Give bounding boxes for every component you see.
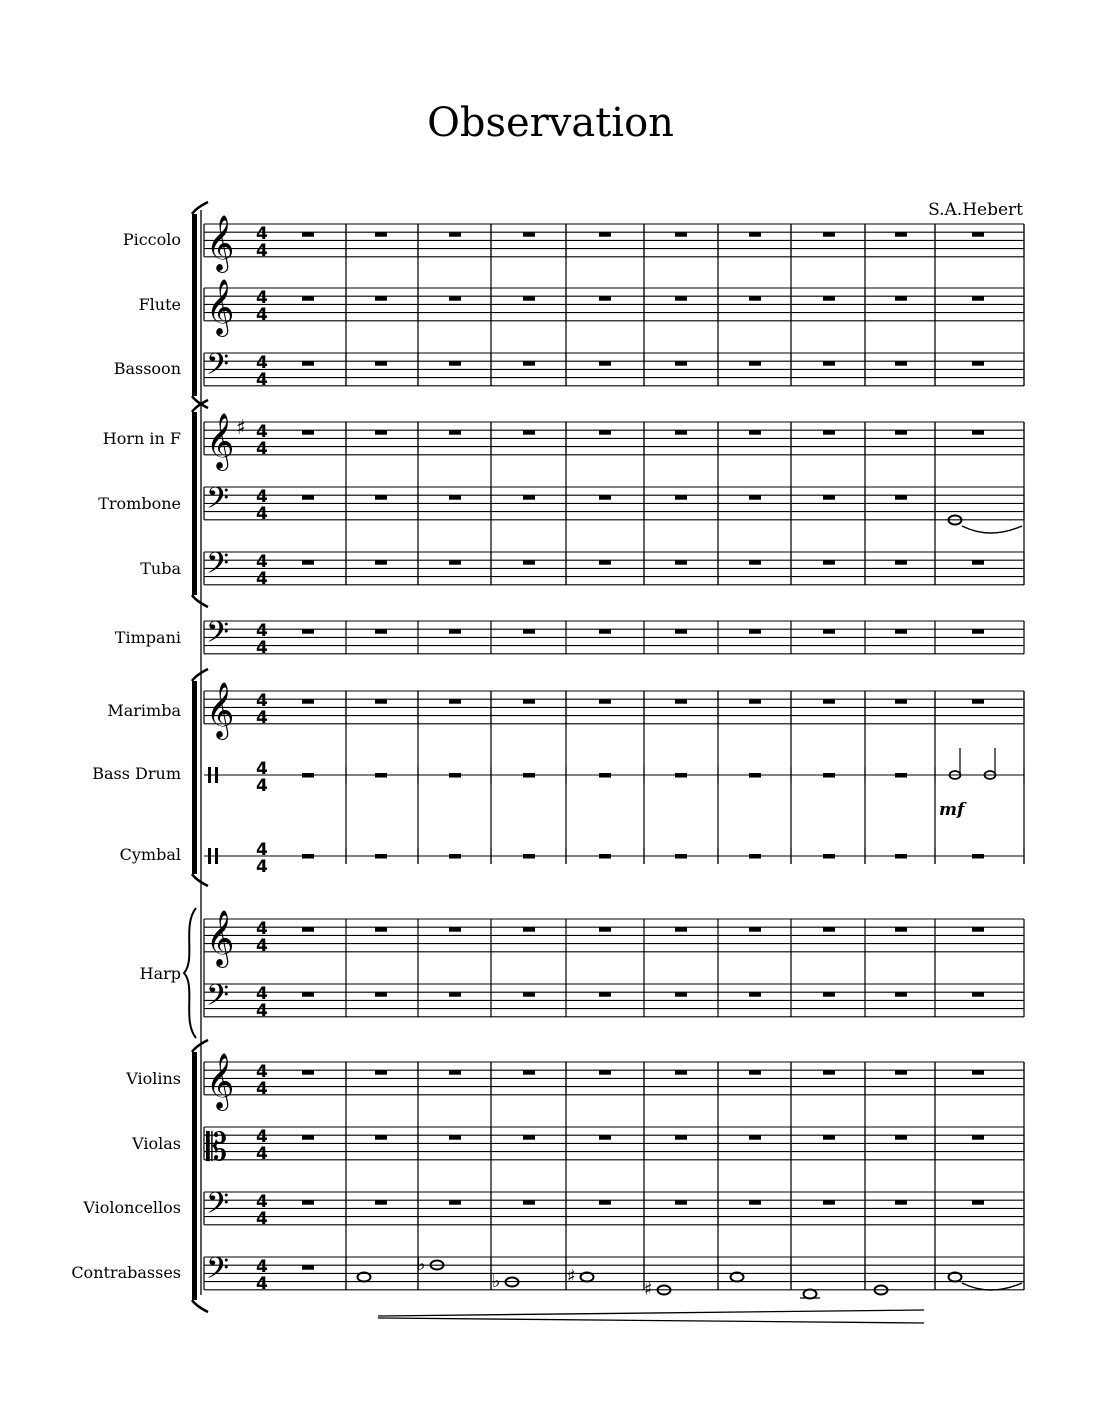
trombone-rest <box>749 495 761 500</box>
violins-treble-clef: 𝄞 <box>206 1053 235 1109</box>
bass-drum-rest <box>749 773 761 778</box>
harp-rest <box>823 992 835 997</box>
tuba-rest <box>523 560 535 565</box>
timpani-rest <box>449 629 461 634</box>
horn-in-f-rest <box>449 430 461 435</box>
label-trombone: Trombone <box>98 494 181 513</box>
bassoon-time-sig-bottom: 4 <box>256 370 268 390</box>
tuba-rest <box>972 560 984 565</box>
bassoon-rest <box>523 361 535 366</box>
piccolo-rest <box>375 232 387 237</box>
harp-rest <box>972 927 984 932</box>
harp-brace <box>184 908 196 1038</box>
violoncellos-rest <box>599 1200 611 1205</box>
bass-drum-perc-clef <box>208 767 211 783</box>
violas-alto-clef: 𝄡 <box>206 1125 228 1169</box>
horn-in-f-rest <box>823 430 835 435</box>
horn-in-f-time-sig-bottom: 4 <box>256 439 268 459</box>
piccolo-rest <box>523 232 535 237</box>
violas-rest <box>675 1135 687 1140</box>
flute-rest <box>523 296 535 301</box>
contrabass-accidental: ♯ <box>644 1279 653 1300</box>
harp-time-sig-bottom: 4 <box>256 1001 268 1021</box>
bassoon-rest <box>302 361 314 366</box>
violoncellos-rest <box>302 1200 314 1205</box>
trombone-rest <box>375 495 387 500</box>
bass-drum-rest <box>302 773 314 778</box>
timpani-rest <box>523 629 535 634</box>
composer-name: S.A.Hebert <box>928 200 1023 220</box>
harp-time-sig-bottom: 4 <box>256 936 268 956</box>
bassoon-rest <box>449 361 461 366</box>
violas-rest <box>302 1135 314 1140</box>
harp-rest <box>302 992 314 997</box>
flute-rest <box>302 296 314 301</box>
horn-in-f-rest <box>895 430 907 435</box>
flute-rest <box>375 296 387 301</box>
piccolo-time-sig-top: 4 <box>256 224 268 244</box>
label-cymbal: Cymbal <box>119 845 181 864</box>
harp-rest <box>375 992 387 997</box>
tuba-rest <box>749 560 761 565</box>
woodwinds-bracket-top <box>192 202 208 214</box>
violins-time-sig-bottom: 4 <box>256 1079 268 1099</box>
marimba-rest <box>375 699 387 704</box>
violins-rest <box>675 1070 687 1075</box>
cymbal-rest <box>972 854 984 859</box>
timpani-rest <box>749 629 761 634</box>
horn-in-f-time-sig-top: 4 <box>256 422 268 442</box>
contrabasses-time-sig-top: 4 <box>256 1257 268 1277</box>
violoncellos-rest <box>895 1200 907 1205</box>
harp-rest <box>523 992 535 997</box>
bass-drum-rest <box>675 773 687 778</box>
marimba-rest <box>302 699 314 704</box>
violins-rest <box>523 1070 535 1075</box>
violins-rest <box>302 1070 314 1075</box>
piccolo-treble-clef: 𝄞 <box>206 215 235 271</box>
harp-rest <box>675 927 687 932</box>
violas-rest <box>449 1135 461 1140</box>
brass-bracket-bottom <box>192 595 208 607</box>
bass-drum-dynamic: mf <box>939 800 965 820</box>
flute-time-sig-bottom: 4 <box>256 305 268 325</box>
harp-rest <box>449 992 461 997</box>
tuba-rest <box>449 560 461 565</box>
harp-rest <box>972 992 984 997</box>
flute-rest <box>972 296 984 301</box>
harp-rest <box>823 927 835 932</box>
marimba-rest <box>749 699 761 704</box>
contrabass-accidental: ♯ <box>567 1266 576 1287</box>
violas-rest <box>972 1135 984 1140</box>
violoncellos-rest <box>823 1200 835 1205</box>
violins-time-sig-top: 4 <box>256 1062 268 1082</box>
horn-in-f-rest <box>599 430 611 435</box>
trombone-tie <box>962 526 1022 533</box>
bass-drum-rest <box>895 773 907 778</box>
harp-treble-clef: 𝄞 <box>206 910 235 966</box>
violoncellos-rest <box>375 1200 387 1205</box>
bass-drum-rest <box>449 773 461 778</box>
harp-bass-clef: 𝄢 <box>206 979 230 1020</box>
bassoon-rest <box>375 361 387 366</box>
trombone-rest <box>302 495 314 500</box>
horn-in-f-rest <box>375 430 387 435</box>
marimba-rest <box>599 699 611 704</box>
timpani-rest <box>895 629 907 634</box>
flute-rest <box>895 296 907 301</box>
label-piccolo: Piccolo <box>122 230 181 249</box>
flute-treble-clef: 𝄞 <box>206 279 235 335</box>
label-marimba: Marimba <box>107 701 181 720</box>
label-harp: Harp <box>139 964 181 983</box>
cymbal-rest <box>375 854 387 859</box>
timpani-time-sig-bottom: 4 <box>256 638 268 658</box>
marimba-time-sig-bottom: 4 <box>256 708 268 728</box>
marimba-rest <box>449 699 461 704</box>
piccolo-rest <box>895 232 907 237</box>
violas-rest <box>895 1135 907 1140</box>
strings-bracket <box>192 1052 197 1300</box>
horn-in-f-key-sharp: ♯ <box>236 415 246 439</box>
bassoon-rest <box>675 361 687 366</box>
horn-in-f-rest <box>523 430 535 435</box>
timpani-rest <box>823 629 835 634</box>
violins-rest <box>823 1070 835 1075</box>
horn-in-f-treble-clef: 𝄞 <box>206 413 235 469</box>
tuba-rest <box>895 560 907 565</box>
label-tuba: Tuba <box>140 559 181 578</box>
percussion-bracket-bottom <box>192 874 208 886</box>
bass-drum-rest <box>375 773 387 778</box>
piccolo-rest <box>972 232 984 237</box>
bass-drum-rest <box>823 773 835 778</box>
label-flute: Flute <box>138 295 181 314</box>
label-timpani: Timpani <box>114 628 181 647</box>
timpani-rest <box>972 629 984 634</box>
timpani-time-sig-top: 4 <box>256 621 268 641</box>
cymbal-perc-clef <box>208 848 211 864</box>
violas-time-sig-bottom: 4 <box>256 1144 268 1164</box>
trombone-rest <box>895 495 907 500</box>
violins-rest <box>972 1070 984 1075</box>
timpani-rest <box>302 629 314 634</box>
violoncellos-rest <box>675 1200 687 1205</box>
marimba-rest <box>675 699 687 704</box>
marimba-time-sig-top: 4 <box>256 691 268 711</box>
label-contrabasses: Contrabasses <box>71 1263 181 1282</box>
piccolo-rest <box>302 232 314 237</box>
tuba-rest <box>302 560 314 565</box>
marimba-rest <box>823 699 835 704</box>
harp-rest <box>749 992 761 997</box>
trombone-rest <box>675 495 687 500</box>
piccolo-rest <box>749 232 761 237</box>
tuba-time-sig-bottom: 4 <box>256 569 268 589</box>
cymbal-rest <box>823 854 835 859</box>
label-horn-in-f: Horn in F <box>102 429 181 448</box>
bassoon-rest <box>599 361 611 366</box>
contrabass-tie <box>962 1283 1022 1290</box>
cymbal-rest <box>302 854 314 859</box>
horn-in-f-rest <box>675 430 687 435</box>
flute-rest <box>675 296 687 301</box>
cymbal-rest <box>449 854 461 859</box>
harp-rest <box>749 927 761 932</box>
contrabasses-rest <box>302 1265 314 1270</box>
violins-rest <box>449 1070 461 1075</box>
violoncellos-rest <box>749 1200 761 1205</box>
crescendo-hairpin-lower <box>378 1318 924 1323</box>
contrabasses-bass-clef: 𝄢 <box>206 1252 230 1293</box>
strings-bracket-top <box>192 1040 208 1052</box>
contrabasses-time-sig-bottom: 4 <box>256 1274 268 1294</box>
harp-time-sig-top: 4 <box>256 984 268 1004</box>
tuba-bass-clef: 𝄢 <box>206 547 230 588</box>
flute-rest <box>599 296 611 301</box>
bass-drum-perc-clef <box>215 767 218 783</box>
marimba-treble-clef: 𝄞 <box>206 682 235 738</box>
tuba-rest <box>675 560 687 565</box>
label-violas: Violas <box>132 1134 181 1153</box>
trombone-time-sig-bottom: 4 <box>256 504 268 524</box>
label-violoncellos: Violoncellos <box>83 1198 181 1217</box>
harp-rest <box>895 927 907 932</box>
bassoon-bass-clef: 𝄢 <box>206 348 230 389</box>
cymbal-perc-clef <box>215 848 218 864</box>
bass-drum-rest <box>599 773 611 778</box>
cymbal-rest <box>599 854 611 859</box>
violoncellos-rest <box>523 1200 535 1205</box>
bass-drum-rest <box>523 773 535 778</box>
flute-rest <box>449 296 461 301</box>
violoncellos-rest <box>449 1200 461 1205</box>
flute-rest <box>749 296 761 301</box>
violins-rest <box>895 1070 907 1075</box>
horn-in-f-rest <box>302 430 314 435</box>
flute-rest <box>823 296 835 301</box>
bassoon-rest <box>972 361 984 366</box>
marimba-rest <box>523 699 535 704</box>
violas-time-sig-top: 4 <box>256 1127 268 1147</box>
timpani-rest <box>375 629 387 634</box>
cymbal-rest <box>749 854 761 859</box>
bassoon-rest <box>895 361 907 366</box>
violas-rest <box>749 1135 761 1140</box>
page-title: Observation <box>427 100 674 146</box>
woodwinds-bracket <box>192 214 197 396</box>
harp-rest <box>523 927 535 932</box>
trombone-rest <box>523 495 535 500</box>
cymbal-time-sig-top: 4 <box>256 840 268 860</box>
harp-rest <box>895 992 907 997</box>
piccolo-time-sig-bottom: 4 <box>256 241 268 261</box>
cymbal-rest <box>895 854 907 859</box>
bass-drum-time-sig-bottom: 4 <box>256 776 268 796</box>
horn-in-f-rest <box>972 430 984 435</box>
violas-rest <box>599 1135 611 1140</box>
contrabass-accidental: ♭ <box>492 1271 501 1292</box>
violoncellos-time-sig-top: 4 <box>256 1192 268 1212</box>
bassoon-time-sig-top: 4 <box>256 353 268 373</box>
timpani-bass-clef: 𝄢 <box>206 616 230 657</box>
trombone-bass-clef: 𝄢 <box>206 482 230 523</box>
violoncellos-bass-clef: 𝄢 <box>206 1187 230 1228</box>
harp-rest <box>449 927 461 932</box>
piccolo-rest <box>599 232 611 237</box>
percussion-bracket <box>192 681 197 874</box>
violoncellos-time-sig-bottom: 4 <box>256 1209 268 1229</box>
harp-rest <box>599 992 611 997</box>
flute-time-sig-top: 4 <box>256 288 268 308</box>
tuba-time-sig-top: 4 <box>256 552 268 572</box>
crescendo-hairpin-upper <box>378 1310 924 1316</box>
trombone-rest <box>823 495 835 500</box>
bass-drum-time-sig-top: 4 <box>256 759 268 779</box>
tuba-rest <box>375 560 387 565</box>
violins-rest <box>599 1070 611 1075</box>
bassoon-rest <box>823 361 835 366</box>
trombone-time-sig-top: 4 <box>256 487 268 507</box>
trombone-rest <box>449 495 461 500</box>
percussion-bracket-top <box>192 669 208 681</box>
timpani-rest <box>675 629 687 634</box>
bassoon-rest <box>749 361 761 366</box>
horn-in-f-rest <box>749 430 761 435</box>
violas-rest <box>375 1135 387 1140</box>
violins-rest <box>375 1070 387 1075</box>
piccolo-rest <box>449 232 461 237</box>
label-bass-drum: Bass Drum <box>92 764 181 783</box>
label-violins: Violins <box>126 1069 181 1088</box>
cymbal-rest <box>675 854 687 859</box>
harp-rest <box>675 992 687 997</box>
trombone-rest <box>599 495 611 500</box>
brass-bracket <box>192 412 197 595</box>
marimba-rest <box>972 699 984 704</box>
strings-bracket-bottom <box>192 1300 208 1312</box>
timpani-rest <box>599 629 611 634</box>
violas-rest <box>523 1135 535 1140</box>
marimba-rest <box>895 699 907 704</box>
cymbal-time-sig-bottom: 4 <box>256 857 268 877</box>
piccolo-rest <box>823 232 835 237</box>
cymbal-rest <box>523 854 535 859</box>
violoncellos-rest <box>972 1200 984 1205</box>
harp-rest <box>599 927 611 932</box>
harp-rest <box>302 927 314 932</box>
violas-rest <box>823 1135 835 1140</box>
piccolo-rest <box>675 232 687 237</box>
violins-rest <box>749 1070 761 1075</box>
harp-time-sig-top: 4 <box>256 919 268 939</box>
label-bassoon: Bassoon <box>113 359 181 378</box>
contrabass-accidental: ♭ <box>417 1254 426 1275</box>
harp-rest <box>375 927 387 932</box>
tuba-rest <box>599 560 611 565</box>
tuba-rest <box>823 560 835 565</box>
contrabass-whole-note <box>804 1290 817 1299</box>
